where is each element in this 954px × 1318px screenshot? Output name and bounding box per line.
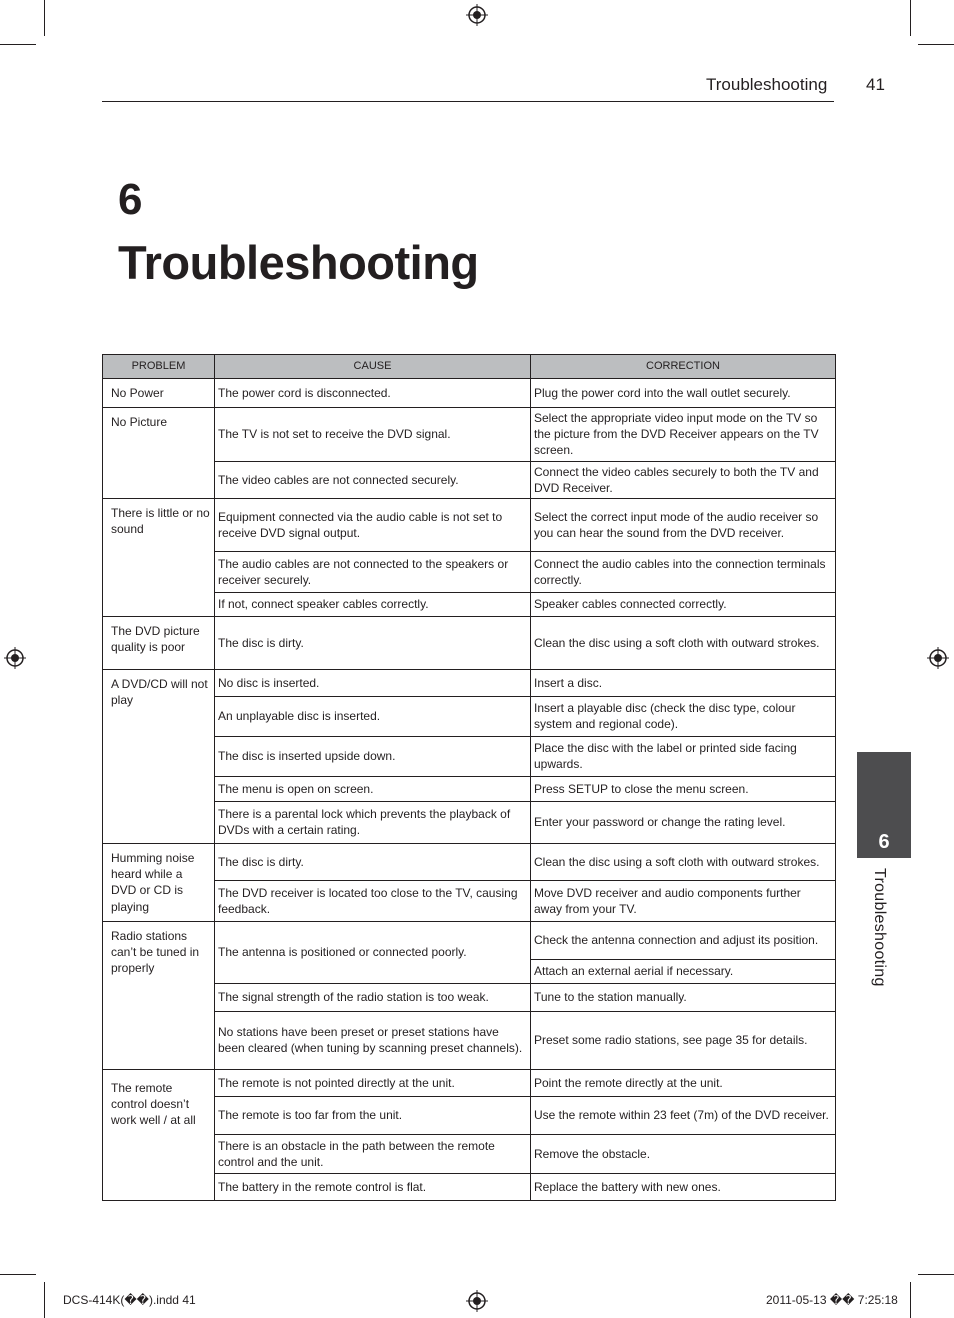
crop-mark [0,1274,36,1275]
correction-cell: Tune to the station manually. [531,983,836,1011]
print-slug-timestamp: 2011-05-13 �� 7:25:18 [766,1293,898,1307]
correction-cell: Check the antenna connection and adjust its position. [531,921,836,959]
registration-mark-icon [466,4,488,26]
correction-cell: Press SETUP to close the menu screen. [531,776,836,801]
correction-cell: Insert a disc. [531,669,836,696]
correction-cell: Connect the video cables securely to both the TV and DVD Receiver. [531,461,836,498]
correction-cell: Point the remote directly at the unit. [531,1069,836,1096]
crop-mark [0,44,36,45]
table-row [103,408,836,462]
problem-cell: The DVD picture quality is poor [103,616,215,669]
cause-cell: The video cables are not connected securely. [215,461,531,498]
problem-cell: No Power [103,379,215,408]
correction-cell: Select the correct input mode of the audio receiver so you can hear the sound from the DVD receiver. [531,498,836,551]
cause-cell: The signal strength of the radio station is too weak. [215,983,531,1011]
cause-cell: The disc is dirty. [215,616,531,669]
correction-cell: Preset some radio stations, see page 35 for details. [531,1011,836,1069]
column-header-cause: CAUSE [215,355,531,379]
running-header-section: Troubleshooting [706,75,828,94]
table-row [103,379,836,408]
problem-cell: Humming noise heard while a DVD or CD is playing [103,843,215,921]
table-header-row [103,355,836,379]
header-rule [102,101,834,102]
cause-cell: An unplayable disc is inserted. [215,696,531,736]
registration-mark-icon [927,647,949,669]
table-row [103,921,836,959]
cause-cell: No disc is inserted. [215,669,531,696]
correction-cell: Enter your password or change the rating level. [531,801,836,843]
cause-cell: The power cord is disconnected. [215,379,531,408]
crop-mark [918,44,954,45]
correction-cell: Place the disc with the label or printed side facing upwards. [531,736,836,776]
registration-mark-icon [466,1290,488,1312]
cause-cell: There is an obstacle in the path between the remote control and the unit. [215,1134,531,1173]
cause-cell: The remote is not pointed directly at the unit. [215,1069,531,1096]
correction-cell: Insert a playable disc (check the disc type, colour system and regional code). [531,696,836,736]
crop-mark [910,0,911,36]
troubleshooting-table [102,354,836,1201]
cause-cell: The menu is open on screen. [215,776,531,801]
cause-cell: The TV is not set to receive the DVD signal. [215,408,531,462]
cause-cell: The remote is too far from the unit. [215,1096,531,1134]
crop-mark [44,0,45,36]
correction-cell: Clean the disc using a soft cloth with outward strokes. [531,616,836,669]
page-number: 41 [866,75,885,94]
crop-mark [910,1282,911,1318]
cause-cell: No stations have been preset or preset stations have been cleared (when tuning by scanning preset channels). [215,1011,531,1069]
problem-cell: No Picture [103,408,215,499]
cause-cell: The DVD receiver is located too close to the TV, causing feedback. [215,880,531,921]
cause-cell: The battery in the remote control is flat. [215,1173,531,1200]
chapter-title: Troubleshooting [118,236,479,289]
problem-cell: Radio stations can’t be tuned in properly [103,921,215,1069]
problem-cell: The remote control doesn’t work well / at all [103,1069,215,1200]
cause-cell: The audio cables are not connected to the speakers or receiver securely. [215,551,531,592]
table-row [103,498,836,551]
correction-cell: Plug the power cord into the wall outlet securely. [531,379,836,408]
correction-cell: Connect the audio cables into the connection terminals correctly. [531,551,836,592]
side-tab-number: 6 [878,831,890,853]
side-tab-label: Troubleshooting [871,868,888,987]
correction-cell: Clean the disc using a soft cloth with outward strokes. [531,843,836,880]
registration-mark-icon [4,647,26,669]
correction-cell: Move DVD receiver and audio components further away from your TV. [531,880,836,921]
correction-cell: Attach an external aerial if necessary. [531,959,836,983]
cause-cell: The disc is inserted upside down. [215,736,531,776]
problem-cell: There is little or no sound [103,498,215,616]
table-row [103,1069,836,1096]
chapter-number: 6 [118,175,143,224]
cause-cell: There is a parental lock which prevents the playback of DVDs with a certain rating. [215,801,531,843]
correction-cell: Select the appropriate video input mode on the TV so the picture from the DVD Receiver appears on the TV screen. [531,408,836,462]
table-row [103,843,836,880]
crop-mark [44,1282,45,1318]
correction-cell: Speaker cables connected correctly. [531,592,836,616]
correction-cell: Replace the battery with new ones. [531,1173,836,1200]
crop-mark [918,1274,954,1275]
table-row [103,669,836,696]
cause-cell: If not, connect speaker cables correctly. [215,592,531,616]
table-row [103,616,836,669]
print-slug-filename: DCS-414K(��).indd 41 [63,1293,196,1307]
cause-cell: The antenna is positioned or connected poorly. [215,921,531,983]
column-header-problem: PROBLEM [103,355,215,379]
problem-cell: A DVD/CD will not play [103,669,215,843]
correction-cell: Remove the obstacle. [531,1134,836,1173]
column-header-correction: CORRECTION [531,355,836,379]
correction-cell: Use the remote within 23 feet (7m) of the DVD receiver. [531,1096,836,1134]
cause-cell: The disc is dirty. [215,843,531,880]
cause-cell: Equipment connected via the audio cable is not set to receive DVD signal output. [215,498,531,551]
chapter-side-tab [857,752,911,858]
